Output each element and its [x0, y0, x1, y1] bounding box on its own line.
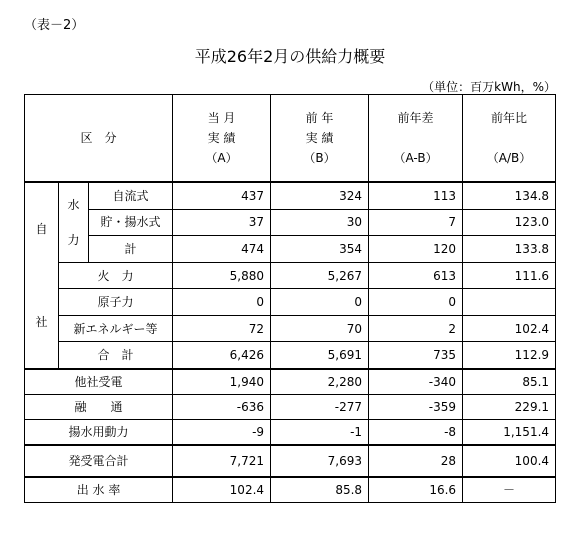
cell-previous: 0	[271, 289, 369, 316]
table-row	[25, 182, 556, 209]
row-label: 合 計	[59, 342, 173, 369]
table-row	[25, 369, 556, 395]
header-row	[25, 95, 556, 183]
cell-ratio: －	[463, 477, 556, 503]
header-year-ratio	[463, 95, 556, 183]
table-row	[25, 420, 556, 446]
cell-previous: -277	[271, 395, 369, 420]
cell-diff: 120	[369, 236, 463, 263]
cell-diff: -8	[369, 420, 463, 446]
cell-ratio: 112.9	[463, 342, 556, 369]
cell-current: -636	[173, 395, 271, 420]
cell-diff: 0	[369, 289, 463, 316]
cell-previous: 7,693	[271, 445, 369, 477]
row-label: 揚水用動力	[25, 420, 173, 446]
header-previous-year	[271, 95, 369, 183]
row-label: 貯・揚水式	[89, 209, 173, 236]
table-row	[25, 236, 556, 263]
table-label: （表－2）	[24, 18, 85, 33]
row-label: 他社受電	[25, 369, 173, 395]
group-hydro-bottom: 力	[67, 232, 80, 247]
header-previous-year-line2: 実 績	[305, 131, 334, 145]
group-hydro	[59, 182, 89, 262]
header-current-month-line2: 実 績	[207, 131, 236, 145]
header-current-month-line1: 当 月	[207, 111, 236, 125]
header-previous-year-line3: （B）	[303, 151, 336, 165]
cell-diff: 7	[369, 209, 463, 236]
group-hydro-top: 水	[67, 197, 80, 212]
row-label: 計	[89, 236, 173, 263]
cell-ratio: 85.1	[463, 369, 556, 395]
cell-previous: 354	[271, 236, 369, 263]
cell-current: 1,940	[173, 369, 271, 395]
header-year-diff-line2: （A-B）	[393, 151, 438, 165]
unit-note: （単位：百万kWh，%）	[422, 80, 556, 94]
cell-ratio: 111.6	[463, 262, 556, 289]
row-label: 出 水 率	[25, 477, 173, 503]
cell-diff: -359	[369, 395, 463, 420]
cell-current: -9	[173, 420, 271, 446]
header-current-month-line3: （A）	[205, 151, 238, 165]
cell-ratio: 1,151.4	[463, 420, 556, 446]
cell-ratio: 229.1	[463, 395, 556, 420]
cell-diff: 735	[369, 342, 463, 369]
cell-current: 37	[173, 209, 271, 236]
row-label: 発受電合計	[25, 445, 173, 477]
header-year-ratio-line2: （A/B）	[486, 151, 532, 165]
cell-ratio: 102.4	[463, 315, 556, 342]
cell-previous: 30	[271, 209, 369, 236]
header-previous-year-line1: 前 年	[305, 111, 334, 125]
cell-diff: 16.6	[369, 477, 463, 503]
cell-current: 474	[173, 236, 271, 263]
cell-ratio: 100.4	[463, 445, 556, 477]
cell-ratio: 123.0	[463, 209, 556, 236]
cell-previous: 70	[271, 315, 369, 342]
cell-ratio	[463, 289, 556, 316]
supply-capacity-table	[24, 94, 556, 503]
table-row	[25, 342, 556, 369]
header-current-month	[173, 95, 271, 183]
group-own-company	[25, 182, 59, 369]
cell-diff: 2	[369, 315, 463, 342]
table-row	[25, 445, 556, 477]
cell-previous: -1	[271, 420, 369, 446]
cell-previous: 85.8	[271, 477, 369, 503]
page-title: 平成26年2月の供給力概要	[194, 47, 386, 66]
cell-ratio: 134.8	[463, 182, 556, 209]
group-own-company-top: 自	[35, 222, 48, 237]
cell-current: 7,721	[173, 445, 271, 477]
table-row	[25, 315, 556, 342]
row-label: 新エネルギー等	[59, 315, 173, 342]
cell-current: 72	[173, 315, 271, 342]
header-year-ratio-spacer	[469, 128, 549, 148]
cell-previous: 2,280	[271, 369, 369, 395]
cell-current: 6,426	[173, 342, 271, 369]
cell-previous: 324	[271, 182, 369, 209]
group-own-company-bottom: 社	[35, 314, 48, 329]
row-label: 原子力	[59, 289, 173, 316]
cell-current: 5,880	[173, 262, 271, 289]
row-label: 自流式	[89, 182, 173, 209]
cell-ratio: 133.8	[463, 236, 556, 263]
row-label: 火 力	[59, 262, 173, 289]
header-year-diff-line1: 前年差	[397, 111, 434, 125]
header-category: 区 分	[25, 95, 173, 183]
header-year-ratio-line1: 前年比	[491, 111, 528, 125]
cell-diff: 28	[369, 445, 463, 477]
table-row	[25, 477, 556, 503]
header-year-diff	[369, 95, 463, 183]
cell-current: 0	[173, 289, 271, 316]
cell-previous: 5,267	[271, 262, 369, 289]
row-label: 融 通	[25, 395, 173, 420]
cell-diff: -340	[369, 369, 463, 395]
table-row	[25, 262, 556, 289]
header-year-diff-spacer	[375, 128, 456, 148]
table-row	[25, 289, 556, 316]
cell-diff: 113	[369, 182, 463, 209]
table-row	[25, 209, 556, 236]
cell-current: 102.4	[173, 477, 271, 503]
cell-diff: 613	[369, 262, 463, 289]
cell-previous: 5,691	[271, 342, 369, 369]
table-row	[25, 395, 556, 420]
cell-current: 437	[173, 182, 271, 209]
